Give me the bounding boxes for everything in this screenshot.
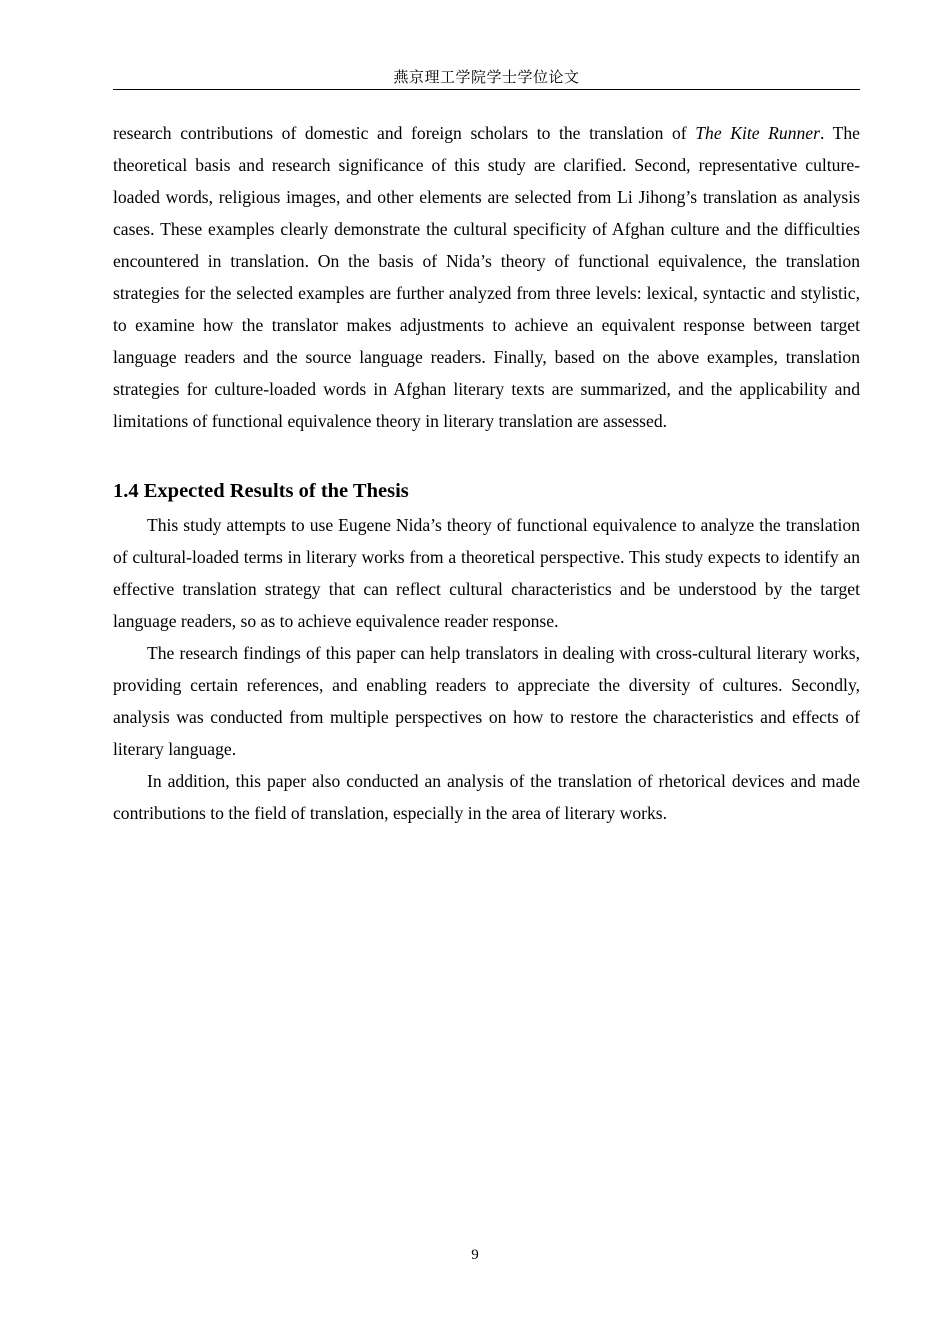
section-heading: 1.4 Expected Results of the Thesis — [113, 480, 409, 502]
page-body — [113, 117, 860, 829]
intro-paragraph — [113, 117, 860, 437]
intro-text-after-title: . The theoretical basis and research significance of this study are clarified. Second, representative culture-loaded words, religious images, and other elements are selected from Li Jihong’s translation as analysis cases. These examples clearly demonstrate the cultural specificity of Afghan culture and the difficulties encountered in translation. On the basis of Nida’s theory of functional equivalence, the translation strategies for the selected examples are further analyzed from three levels: lexical, syntactic and stylistic, to examine how the translator makes adjustments to achieve an equivalent response between target language readers and the source language readers. Finally, based on the above examples, translation strategies for culture-loaded words in Afghan literary texts are summarized, and the applicability and limitations of functional equivalence theory in literary translation are assessed. — [113, 123, 860, 431]
section-paragraph-3: In addition, this paper also conducted an analysis of the translation of rhetorical devices and made contributions to the field of translation, especially in the area of literary works. — [113, 771, 860, 823]
running-header: 燕京理工学院学士学位论文 — [393, 70, 580, 86]
header-rule — [113, 89, 860, 90]
page-number: 9 — [471, 1247, 479, 1263]
intro-text-before-title: research contributions of domestic and foreign scholars to the translation of — [113, 123, 696, 143]
section-paragraph-1: This study attempts to use Eugene Nida’s theory of functional equivalence to analyze the translation of cultural-loaded terms in literary works from a theoretical perspective. This study expects to identify an effective translation strategy that can reflect cultural characteristics and be understood by the target language readers, so as to achieve equivalence reader response. — [113, 515, 860, 631]
book-title: The Kite Runner — [695, 123, 820, 143]
section-paragraph-2: The research findings of this paper can help translators in dealing with cross-cultural literary works, providing certain references, and enabling readers to appreciate the diversity of cultures. Secondly, analysis was conducted from multiple perspectives on how to restore the characteristics and effects of literary language. — [113, 643, 860, 759]
